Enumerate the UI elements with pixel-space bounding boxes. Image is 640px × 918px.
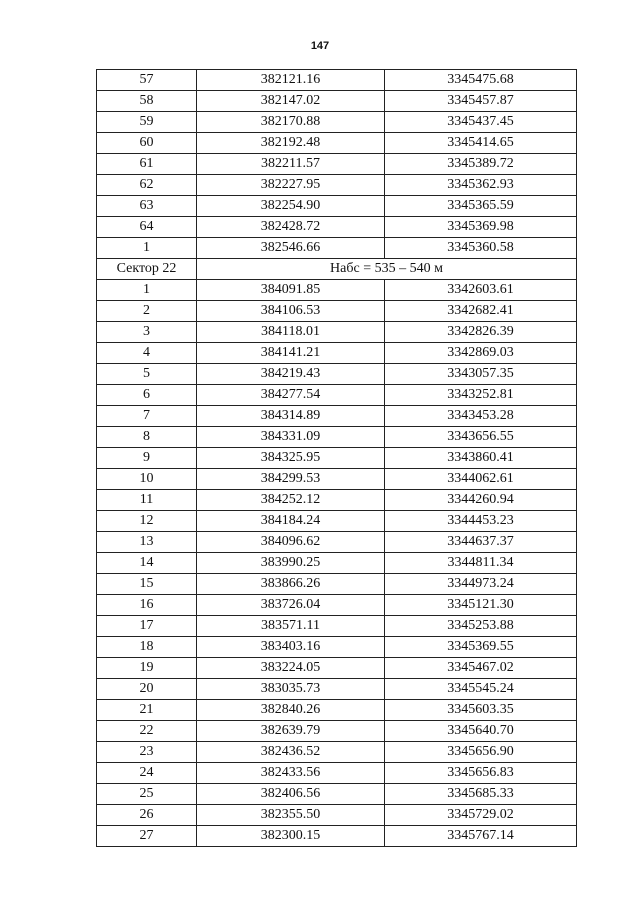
table-row xyxy=(97,700,577,721)
point-number-cell: 16 xyxy=(97,595,197,616)
x-coordinate-cell: 384118.01 xyxy=(197,322,385,343)
y-coordinate-cell: 3345457.87 xyxy=(385,91,577,112)
table-row xyxy=(97,238,577,259)
y-coordinate-cell: 3345414.65 xyxy=(385,133,577,154)
x-coordinate-cell: 382300.15 xyxy=(197,826,385,847)
y-coordinate-cell: 3344973.24 xyxy=(385,574,577,595)
y-coordinate-cell: 3345369.98 xyxy=(385,217,577,238)
x-coordinate-cell: 382546.66 xyxy=(197,238,385,259)
table-row xyxy=(97,322,577,343)
table-row xyxy=(97,511,577,532)
y-coordinate-cell: 3343860.41 xyxy=(385,448,577,469)
x-coordinate-cell: 384184.24 xyxy=(197,511,385,532)
point-number-cell: 15 xyxy=(97,574,197,595)
table-row xyxy=(97,301,577,322)
table-row xyxy=(97,427,577,448)
table-row xyxy=(97,364,577,385)
y-coordinate-cell: 3344260.94 xyxy=(385,490,577,511)
point-number-cell: 63 xyxy=(97,196,197,217)
y-coordinate-cell: 3345475.68 xyxy=(385,70,577,91)
table-row xyxy=(97,133,577,154)
table-row xyxy=(97,217,577,238)
table-row xyxy=(97,763,577,784)
point-number-cell: 61 xyxy=(97,154,197,175)
table-row xyxy=(97,112,577,133)
x-coordinate-cell: 382170.88 xyxy=(197,112,385,133)
y-coordinate-cell: 3342826.39 xyxy=(385,322,577,343)
point-number-cell: 20 xyxy=(97,679,197,700)
y-coordinate-cell: 3345656.83 xyxy=(385,763,577,784)
point-number-cell: 19 xyxy=(97,658,197,679)
point-number-cell: 7 xyxy=(97,406,197,427)
y-coordinate-cell: 3345729.02 xyxy=(385,805,577,826)
point-number-cell: 13 xyxy=(97,532,197,553)
y-coordinate-cell: 3345360.58 xyxy=(385,238,577,259)
y-coordinate-cell: 3345369.55 xyxy=(385,637,577,658)
point-number-cell: 17 xyxy=(97,616,197,637)
point-number-cell: 58 xyxy=(97,91,197,112)
x-coordinate-cell: 384141.21 xyxy=(197,343,385,364)
sector-height: Набс = 535 – 540 м xyxy=(197,259,577,280)
point-number-cell: 2 xyxy=(97,301,197,322)
x-coordinate-cell: 384277.54 xyxy=(197,385,385,406)
x-coordinate-cell: 383990.25 xyxy=(197,553,385,574)
point-number-cell: 4 xyxy=(97,343,197,364)
table-row xyxy=(97,154,577,175)
y-coordinate-cell: 3343453.28 xyxy=(385,406,577,427)
x-coordinate-cell: 384091.85 xyxy=(197,280,385,301)
x-coordinate-cell: 384331.09 xyxy=(197,427,385,448)
table-row xyxy=(97,448,577,469)
point-number-cell: 11 xyxy=(97,490,197,511)
y-coordinate-cell: 3344453.23 xyxy=(385,511,577,532)
x-coordinate-cell: 384252.12 xyxy=(197,490,385,511)
x-coordinate-cell: 382254.90 xyxy=(197,196,385,217)
table-row xyxy=(97,91,577,112)
x-coordinate-cell: 383726.04 xyxy=(197,595,385,616)
page-number: 147 xyxy=(310,40,330,52)
point-number-cell: 60 xyxy=(97,133,197,154)
point-number-cell: 64 xyxy=(97,217,197,238)
table-row xyxy=(97,721,577,742)
point-number-cell: 24 xyxy=(97,763,197,784)
point-number-cell: 10 xyxy=(97,469,197,490)
point-number-cell: 21 xyxy=(97,700,197,721)
y-coordinate-cell: 3343252.81 xyxy=(385,385,577,406)
x-coordinate-cell: 383866.26 xyxy=(197,574,385,595)
y-coordinate-cell: 3342603.61 xyxy=(385,280,577,301)
table-row xyxy=(97,196,577,217)
y-coordinate-cell: 3345437.45 xyxy=(385,112,577,133)
y-coordinate-cell: 3345365.59 xyxy=(385,196,577,217)
point-number-cell: 3 xyxy=(97,322,197,343)
x-coordinate-cell: 383403.16 xyxy=(197,637,385,658)
point-number-cell: 1 xyxy=(97,238,197,259)
point-number-cell: 1 xyxy=(97,280,197,301)
table-row xyxy=(97,343,577,364)
y-coordinate-cell: 3345121.30 xyxy=(385,595,577,616)
y-coordinate-cell: 3343656.55 xyxy=(385,427,577,448)
point-number-cell: 8 xyxy=(97,427,197,448)
x-coordinate-cell: 382147.02 xyxy=(197,91,385,112)
table-row xyxy=(97,553,577,574)
x-coordinate-cell: 384314.89 xyxy=(197,406,385,427)
point-number-cell: 6 xyxy=(97,385,197,406)
table-body-bottom xyxy=(97,280,577,847)
y-coordinate-cell: 3345545.24 xyxy=(385,679,577,700)
point-number-cell: 27 xyxy=(97,826,197,847)
table-row xyxy=(97,637,577,658)
table-row xyxy=(97,70,577,91)
y-coordinate-cell: 3345656.90 xyxy=(385,742,577,763)
x-coordinate-cell: 382211.57 xyxy=(197,154,385,175)
x-coordinate-cell: 384325.95 xyxy=(197,448,385,469)
x-coordinate-cell: 382227.95 xyxy=(197,175,385,196)
x-coordinate-cell: 384106.53 xyxy=(197,301,385,322)
table-row xyxy=(97,679,577,700)
table-row xyxy=(97,805,577,826)
y-coordinate-cell: 3344637.37 xyxy=(385,532,577,553)
x-coordinate-cell: 382639.79 xyxy=(197,721,385,742)
point-number-cell: 5 xyxy=(97,364,197,385)
point-number-cell: 25 xyxy=(97,784,197,805)
point-number-cell: 62 xyxy=(97,175,197,196)
sector-header xyxy=(97,259,577,280)
table-row xyxy=(97,826,577,847)
table-row xyxy=(97,469,577,490)
x-coordinate-cell: 382840.26 xyxy=(197,700,385,721)
x-coordinate-cell: 382428.72 xyxy=(197,217,385,238)
table-row xyxy=(97,595,577,616)
x-coordinate-cell: 384096.62 xyxy=(197,532,385,553)
coordinates-table xyxy=(96,69,577,847)
y-coordinate-cell: 3342682.41 xyxy=(385,301,577,322)
y-coordinate-cell: 3345253.88 xyxy=(385,616,577,637)
y-coordinate-cell: 3344811.34 xyxy=(385,553,577,574)
x-coordinate-cell: 382192.48 xyxy=(197,133,385,154)
y-coordinate-cell: 3345767.14 xyxy=(385,826,577,847)
point-number-cell: 14 xyxy=(97,553,197,574)
point-number-cell: 26 xyxy=(97,805,197,826)
x-coordinate-cell: 383035.73 xyxy=(197,679,385,700)
table-row xyxy=(97,175,577,196)
table-row xyxy=(97,784,577,805)
y-coordinate-cell: 3342869.03 xyxy=(385,343,577,364)
point-number-cell: 57 xyxy=(97,70,197,91)
sector-header-row xyxy=(97,259,577,280)
point-number-cell: 18 xyxy=(97,637,197,658)
y-coordinate-cell: 3345467.02 xyxy=(385,658,577,679)
x-coordinate-cell: 382355.50 xyxy=(197,805,385,826)
x-coordinate-cell: 382406.56 xyxy=(197,784,385,805)
y-coordinate-cell: 3345389.72 xyxy=(385,154,577,175)
y-coordinate-cell: 3345640.70 xyxy=(385,721,577,742)
y-coordinate-cell: 3345603.35 xyxy=(385,700,577,721)
x-coordinate-cell: 382121.16 xyxy=(197,70,385,91)
x-coordinate-cell: 382433.56 xyxy=(197,763,385,784)
x-coordinate-cell: 383571.11 xyxy=(197,616,385,637)
table-row xyxy=(97,406,577,427)
point-number-cell: 22 xyxy=(97,721,197,742)
table-body-top xyxy=(97,70,577,259)
point-number-cell: 23 xyxy=(97,742,197,763)
table-row xyxy=(97,574,577,595)
table-row xyxy=(97,385,577,406)
x-coordinate-cell: 383224.05 xyxy=(197,658,385,679)
x-coordinate-cell: 384219.43 xyxy=(197,364,385,385)
sector-label: Сектор 22 xyxy=(97,259,197,280)
table-row xyxy=(97,532,577,553)
y-coordinate-cell: 3344062.61 xyxy=(385,469,577,490)
y-coordinate-cell: 3345685.33 xyxy=(385,784,577,805)
x-coordinate-cell: 384299.53 xyxy=(197,469,385,490)
table-row xyxy=(97,742,577,763)
y-coordinate-cell: 3343057.35 xyxy=(385,364,577,385)
point-number-cell: 59 xyxy=(97,112,197,133)
table-row xyxy=(97,616,577,637)
table-row xyxy=(97,658,577,679)
table-row xyxy=(97,490,577,511)
point-number-cell: 12 xyxy=(97,511,197,532)
point-number-cell: 9 xyxy=(97,448,197,469)
x-coordinate-cell: 382436.52 xyxy=(197,742,385,763)
table-row xyxy=(97,280,577,301)
y-coordinate-cell: 3345362.93 xyxy=(385,175,577,196)
